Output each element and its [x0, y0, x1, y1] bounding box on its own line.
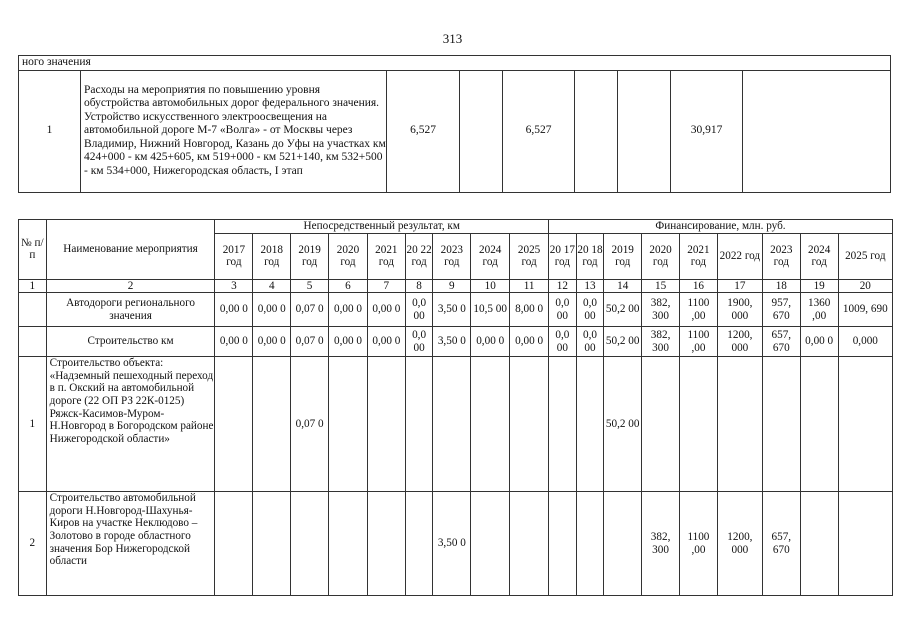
page-crop-edge: [0, 598, 905, 640]
table-cell: 0,00 0: [253, 327, 291, 357]
column-number: 16: [680, 279, 718, 293]
table-cell: 0,00 0: [367, 327, 405, 357]
year-header-finance: 2022 год: [717, 233, 762, 279]
table-cell: 6,527: [387, 70, 460, 192]
group-header-finance: Финансирование, млн. руб.: [549, 220, 893, 234]
column-number: 19: [800, 279, 838, 293]
table-row: [19, 357, 893, 492]
table-cell: [510, 357, 549, 492]
table-continuation-header: ного значения: [19, 56, 891, 71]
column-number: 7: [367, 279, 405, 293]
table-cell: [253, 492, 291, 596]
table-cell: 0,00 0: [800, 327, 838, 357]
column-number: 3: [215, 279, 253, 293]
table-cell: 0,000: [838, 327, 892, 357]
row-number: 1: [19, 70, 81, 192]
year-header-result: 2018 год: [253, 233, 291, 279]
table-cell: 0,00 0: [253, 293, 291, 327]
main-table: [18, 219, 893, 596]
column-number: 17: [717, 279, 762, 293]
table-cell: 50,2 00: [604, 327, 642, 357]
column-number: 1: [19, 279, 47, 293]
table-cell: [405, 492, 433, 596]
table-cell: [460, 70, 503, 192]
row-number: [19, 293, 47, 327]
column-number: 12: [549, 279, 577, 293]
column-number: 2: [46, 279, 215, 293]
table-cell: [576, 357, 604, 492]
table-cell: [743, 70, 891, 192]
column-number: 20: [838, 279, 892, 293]
table-cell: [329, 357, 368, 492]
year-header-finance: 2025 год: [838, 233, 892, 279]
table-cell: [510, 492, 549, 596]
column-number: 18: [762, 279, 800, 293]
table-cell: 0,07 0: [291, 327, 329, 357]
table-cell: 0,0 00: [549, 327, 577, 357]
table-cell: 1360 ,00: [800, 293, 838, 327]
year-header-finance: 2019 год: [604, 233, 642, 279]
column-number: 8: [405, 279, 433, 293]
table-cell: 382, 300: [642, 492, 680, 596]
year-header-result: 2025 год: [510, 233, 549, 279]
year-header-finance: 2023 год: [762, 233, 800, 279]
activity-name: Строительство км: [46, 327, 215, 357]
table-cell: 957, 670: [762, 293, 800, 327]
table-cell: 0,0 00: [576, 293, 604, 327]
col-header-number: № п/ п: [19, 220, 47, 280]
year-header-finance: 2020 год: [642, 233, 680, 279]
table-cell: [215, 492, 253, 596]
activity-name: Строительство объекта: «Надземный пешеходный переход в п. Окский на автомобильной дороге (22 ОП РЗ 22К-0125) Ряжск-Касимов-Муром-Н.Новгород в Богородском районе Нижегородской области»: [46, 357, 215, 492]
column-number: 13: [576, 279, 604, 293]
table-cell: 0,00 0: [471, 327, 510, 357]
table-cell: [253, 357, 291, 492]
column-number: 5: [291, 279, 329, 293]
table-cell: 0,0 00: [576, 327, 604, 357]
column-number: 14: [604, 279, 642, 293]
column-number: 9: [433, 279, 471, 293]
table-cell: 1900, 000: [717, 293, 762, 327]
activity-name: Автодороги регионального значения: [46, 293, 215, 327]
table-cell: 0,07 0: [291, 293, 329, 327]
table-cell: 10,5 00: [471, 293, 510, 327]
table-row: [19, 293, 893, 327]
table-cell: [838, 492, 892, 596]
table-cell: 657, 670: [762, 327, 800, 357]
year-header-finance: 20 17 год: [549, 233, 577, 279]
row-number: [19, 327, 47, 357]
table-cell: [549, 357, 577, 492]
table-cell: [800, 492, 838, 596]
table-cell: [680, 357, 718, 492]
table-cell: [618, 70, 671, 192]
table-cell: [471, 357, 510, 492]
column-number: 6: [329, 279, 368, 293]
year-header-result: 2017 год: [215, 233, 253, 279]
table-cell: [329, 492, 368, 596]
table-cell: 0,00 0: [329, 327, 368, 357]
column-number: 4: [253, 279, 291, 293]
page-number: 313: [442, 31, 463, 46]
table-cell: 50,2 00: [604, 357, 642, 492]
table-cell: 8,00 0: [510, 293, 549, 327]
table-cell: 3,50 0: [433, 492, 471, 596]
table-cell: [575, 70, 618, 192]
year-header-finance: 20 18 год: [576, 233, 604, 279]
table-cell: 0,00 0: [367, 293, 405, 327]
top-table: [18, 55, 891, 193]
table-cell: 0,0 00: [405, 327, 433, 357]
table-cell: 6,527: [503, 70, 575, 192]
table-cell: 382, 300: [642, 327, 680, 357]
table-cell: [405, 357, 433, 492]
table-cell: [215, 357, 253, 492]
column-number: 10: [471, 279, 510, 293]
table-cell: 1009, 690: [838, 293, 892, 327]
column-number: 11: [510, 279, 549, 293]
table-cell: 1100 ,00: [680, 293, 718, 327]
table-cell: [576, 492, 604, 596]
table-row: [19, 492, 893, 596]
table-cell: [291, 492, 329, 596]
year-header-finance: 2024 год: [800, 233, 838, 279]
group-header-result: Непосредственный результат, км: [215, 220, 549, 234]
row-number: 1: [19, 357, 47, 492]
table-cell: [800, 357, 838, 492]
year-header-result: 20 22 год: [405, 233, 433, 279]
table-cell: 0,00 0: [329, 293, 368, 327]
table-cell: 0,00 0: [215, 293, 253, 327]
activity-name: Расходы на мероприятия по повышению уровня обустройства автомобильных дорог федерального значения. Устройство искусственного электроосвещения на автомобильной дороге М-7 «Волга» - от Москвы через Владимир, Нижний Новгород, Казань до Уфы на участках км 424+000 - км 425+605, км 519+000 - км 521+140, км 532+500 - км 534+000, Нижегородская область, I этап: [81, 70, 387, 192]
row-number: 2: [19, 492, 47, 596]
table-cell: 0,0 00: [549, 293, 577, 327]
year-header-result: 2024 год: [471, 233, 510, 279]
table-cell: [717, 357, 762, 492]
table-cell: 1200, 000: [717, 327, 762, 357]
column-number: 15: [642, 279, 680, 293]
year-header-result: 2021 год: [367, 233, 405, 279]
table-cell: [838, 357, 892, 492]
table-cell: 1100 ,00: [680, 492, 718, 596]
table-cell: 657, 670: [762, 492, 800, 596]
year-header-finance: 2021 год: [680, 233, 718, 279]
activity-name: Строительство автомобильной дороги Н.Новгород-Шахунья-Киров на участке Неклюдово – Золотово в городе областного значения Бор Нижегородской области: [46, 492, 215, 596]
table-cell: [642, 357, 680, 492]
table-cell: [367, 357, 405, 492]
table-cell: 3,50 0: [433, 293, 471, 327]
col-header-name: Наименование мероприятия: [46, 220, 215, 280]
year-header-result: 2020 год: [329, 233, 368, 279]
table-row: [19, 327, 893, 357]
table-cell: 1100 ,00: [680, 327, 718, 357]
table-cell: [762, 357, 800, 492]
table-cell: 0,0 00: [405, 293, 433, 327]
table-cell: 50,2 00: [604, 293, 642, 327]
table-cell: 0,00 0: [215, 327, 253, 357]
table-cell: [433, 357, 471, 492]
table-cell: 0,00 0: [510, 327, 549, 357]
table-cell: [367, 492, 405, 596]
year-header-result: 2019 год: [291, 233, 329, 279]
table-cell: 0,07 0: [291, 357, 329, 492]
table-cell: 382, 300: [642, 293, 680, 327]
table-cell: 3,50 0: [433, 327, 471, 357]
table-cell: 1200, 000: [717, 492, 762, 596]
table-cell: [549, 492, 577, 596]
table-cell: [604, 492, 642, 596]
table-cell: [471, 492, 510, 596]
year-header-result: 2023 год: [433, 233, 471, 279]
table-cell: 30,917: [671, 70, 743, 192]
